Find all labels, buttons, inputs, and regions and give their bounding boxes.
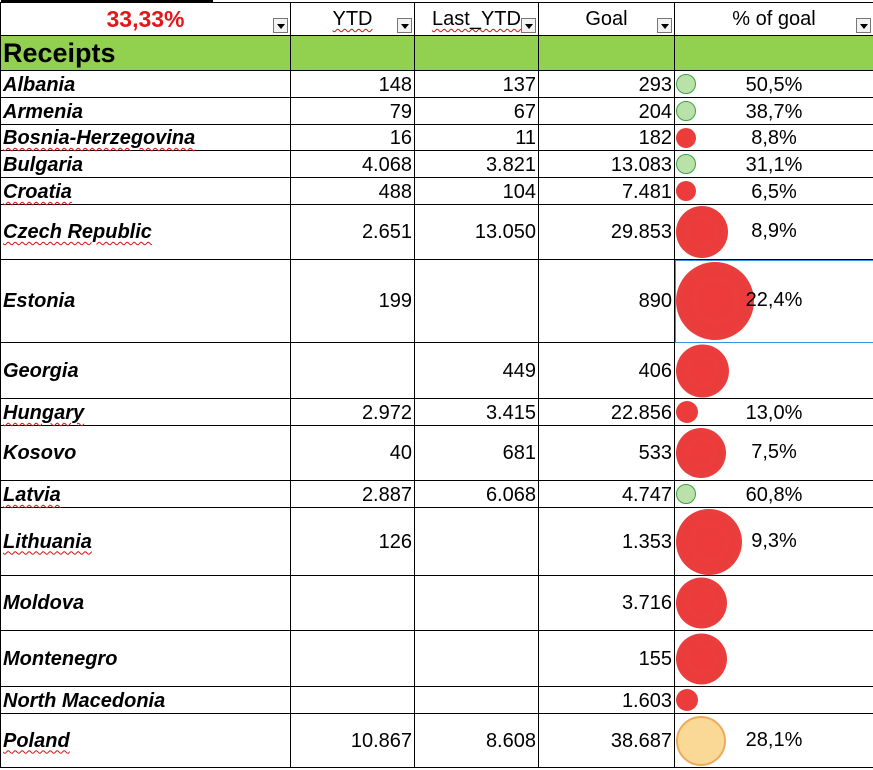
filter-dropdown-icon[interactable] — [273, 18, 288, 33]
goal-cell[interactable]: 13.083 — [539, 151, 675, 178]
table-row-lithuania — [1, 508, 873, 576]
ytd-cell[interactable]: 16 — [291, 125, 415, 151]
ytd-cell[interactable]: 199 — [291, 260, 415, 343]
pct-value: 22,4% — [745, 289, 803, 311]
country-cell[interactable]: North Macedonia — [1, 687, 291, 714]
country-cell[interactable]: Hungary — [1, 399, 291, 426]
pct-of-goal-cell[interactable] — [675, 125, 873, 151]
green-indicator-icon — [676, 101, 696, 121]
red-indicator-icon — [676, 633, 727, 684]
table-row-hungary — [1, 399, 873, 426]
pct-of-goal-cell[interactable] — [675, 98, 873, 125]
red-indicator-icon — [676, 344, 729, 397]
red-indicator-icon — [676, 428, 726, 478]
ytd-cell[interactable]: 488 — [291, 178, 415, 205]
pct-value: 6,5% — [751, 181, 797, 203]
red-indicator-icon — [676, 401, 698, 423]
header-pct-goal-label: % of goal — [732, 8, 816, 30]
pct-value: 38,7% — [745, 101, 803, 123]
country-cell[interactable]: Georgia — [1, 343, 291, 399]
filter-dropdown-icon[interactable] — [397, 18, 412, 33]
last-ytd-cell[interactable]: 137 — [415, 71, 539, 98]
table-row-moldova — [1, 576, 873, 631]
spreadsheet-grid — [0, 2, 873, 768]
last-ytd-cell[interactable] — [415, 631, 539, 687]
table-row-montenegro — [1, 631, 873, 687]
table-row-albania — [1, 71, 873, 98]
pct-of-goal-cell[interactable] — [675, 426, 873, 481]
filter-dropdown-icon[interactable] — [521, 18, 536, 33]
goal-cell[interactable]: 293 — [539, 71, 675, 98]
last-ytd-cell[interactable]: 3.415 — [415, 399, 539, 426]
country-cell[interactable]: Montenegro — [1, 631, 291, 687]
ytd-cell[interactable]: 79 — [291, 98, 415, 125]
pct-value: 8,9% — [751, 220, 797, 242]
ytd-cell[interactable] — [291, 631, 415, 687]
table-row-estonia — [1, 260, 873, 343]
table-row-kosovo — [1, 426, 873, 481]
pct-of-goal-cell[interactable] — [675, 576, 873, 631]
section-cell[interactable] — [675, 36, 873, 71]
country-cell[interactable]: Albania — [1, 71, 291, 98]
pct-of-goal-cell[interactable] — [675, 151, 873, 178]
ytd-cell[interactable]: 148 — [291, 71, 415, 98]
pct-of-goal-cell[interactable] — [675, 205, 873, 260]
last-ytd-cell[interactable]: 13.050 — [415, 205, 539, 260]
last-ytd-cell[interactable] — [415, 687, 539, 714]
country-cell[interactable]: Czech Republic — [1, 205, 291, 260]
header-row — [1, 3, 873, 36]
last-ytd-cell[interactable]: 449 — [415, 343, 539, 399]
goal-cell[interactable]: 3.716 — [539, 576, 675, 631]
pct-value: 28,1% — [745, 728, 803, 751]
header-goal-label: Goal — [585, 8, 628, 30]
ytd-cell[interactable]: 2.651 — [291, 205, 415, 260]
pct-of-goal-cell[interactable] — [675, 508, 873, 576]
filter-dropdown-icon[interactable] — [856, 18, 871, 33]
goal-cell[interactable]: 1.603 — [539, 687, 675, 714]
red-indicator-icon — [676, 206, 728, 258]
pct-of-goal-cell[interactable] — [675, 343, 873, 399]
green-indicator-icon — [676, 154, 696, 174]
country-cell[interactable]: Bosnia-Herzegovina — [1, 125, 291, 151]
goal-cell[interactable]: 182 — [539, 125, 675, 151]
section-label[interactable]: Receipts — [1, 36, 291, 71]
section-cell[interactable] — [291, 36, 415, 71]
country-cell[interactable]: Croatia — [1, 178, 291, 205]
pct-value: 9,3% — [751, 529, 797, 552]
header-pct-goal[interactable] — [675, 3, 873, 36]
last-ytd-cell[interactable]: 104 — [415, 178, 539, 205]
header-last-ytd[interactable] — [415, 3, 539, 36]
goal-cell[interactable]: 7.481 — [539, 178, 675, 205]
pct-value: 31,1% — [745, 154, 803, 176]
last-ytd-cell[interactable] — [415, 508, 539, 576]
goal-cell[interactable]: 4.747 — [539, 481, 675, 508]
section-row — [1, 36, 873, 71]
country-cell[interactable]: Armenia — [1, 98, 291, 125]
goal-cell[interactable]: 890 — [539, 260, 675, 343]
ytd-cell[interactable]: 126 — [291, 508, 415, 576]
pct-value: 7,5% — [751, 441, 797, 463]
country-cell[interactable]: Estonia — [1, 260, 291, 343]
last-ytd-cell[interactable]: 3.821 — [415, 151, 539, 178]
table-row-czech-republic — [1, 205, 873, 260]
pct-of-goal-cell[interactable] — [675, 714, 873, 768]
pct-of-goal-cell[interactable] — [675, 399, 873, 426]
percent-value: 33,33% — [106, 6, 185, 32]
header-ytd[interactable] — [291, 3, 415, 36]
pct-of-goal-cell[interactable] — [675, 687, 873, 714]
ytd-cell[interactable] — [291, 576, 415, 631]
table-row-north-macedonia — [1, 687, 873, 714]
table-row-poland — [1, 714, 873, 768]
goal-cell[interactable]: 406 — [539, 343, 675, 399]
header-goal[interactable] — [539, 3, 675, 36]
pct-value: 13,0% — [745, 402, 803, 424]
green-indicator-icon — [676, 74, 696, 94]
goal-cell[interactable]: 29.853 — [539, 205, 675, 260]
pct-value: 8,8% — [751, 127, 797, 149]
ytd-cell[interactable]: 2.972 — [291, 399, 415, 426]
ytd-cell[interactable] — [291, 343, 415, 399]
ytd-cell[interactable]: 40 — [291, 426, 415, 481]
pct-of-goal-cell[interactable] — [675, 71, 873, 98]
last-ytd-cell[interactable] — [415, 576, 539, 631]
red-indicator-icon — [676, 578, 727, 629]
table-row-armenia — [1, 98, 873, 125]
last-ytd-cell[interactable]: 11 — [415, 125, 539, 151]
table-row-georgia — [1, 343, 873, 399]
pct-of-goal-cell[interactable] — [675, 631, 873, 687]
country-cell[interactable]: Kosovo — [1, 426, 291, 481]
ytd-cell[interactable]: 10.867 — [291, 714, 415, 768]
pct-of-goal-cell[interactable] — [675, 260, 873, 343]
country-cell[interactable]: Poland — [1, 714, 291, 768]
section-cell[interactable] — [539, 36, 675, 71]
last-ytd-cell[interactable]: 6.068 — [415, 481, 539, 508]
pct-value: 60,8% — [745, 484, 803, 506]
goal-cell[interactable]: 22.856 — [539, 399, 675, 426]
pct-value: 50,5% — [745, 74, 803, 96]
red-indicator-icon — [676, 128, 696, 148]
red-indicator-icon — [676, 181, 696, 201]
table-row-croatia — [1, 178, 873, 205]
ytd-cell[interactable]: 2.887 — [291, 481, 415, 508]
green-indicator-icon — [676, 484, 696, 504]
goal-cell[interactable]: 1.353 — [539, 508, 675, 576]
table-row-bulgaria — [1, 151, 873, 178]
last-ytd-cell[interactable]: 67 — [415, 98, 539, 125]
country-cell[interactable]: Latvia — [1, 481, 291, 508]
red-indicator-icon — [676, 262, 754, 340]
percent-cell[interactable] — [1, 3, 291, 36]
goal-cell[interactable]: 38.687 — [539, 714, 675, 768]
last-ytd-cell[interactable]: 681 — [415, 426, 539, 481]
ytd-cell[interactable]: 4.068 — [291, 151, 415, 178]
yellow-indicator-icon — [676, 716, 726, 766]
goal-cell[interactable]: 533 — [539, 426, 675, 481]
last-ytd-cell[interactable] — [415, 260, 539, 343]
red-indicator-icon — [676, 509, 742, 575]
country-cell[interactable]: Bulgaria — [1, 151, 291, 178]
country-cell[interactable]: Moldova — [1, 576, 291, 631]
red-indicator-icon — [676, 689, 698, 711]
last-ytd-cell[interactable]: 8.608 — [415, 714, 539, 768]
goal-cell[interactable]: 155 — [539, 631, 675, 687]
table-row-latvia — [1, 481, 873, 508]
header-last-ytd-label: Last_YTD — [432, 8, 521, 30]
ytd-cell[interactable] — [291, 687, 415, 714]
section-cell[interactable] — [415, 36, 539, 71]
country-cell[interactable]: Lithuania — [1, 508, 291, 576]
pct-of-goal-cell[interactable] — [675, 178, 873, 205]
header-ytd-label: YTD — [332, 8, 373, 30]
goal-cell[interactable]: 204 — [539, 98, 675, 125]
pct-of-goal-cell[interactable] — [675, 481, 873, 508]
filter-dropdown-icon[interactable] — [657, 18, 672, 33]
table-row-bosnia-herzegovina — [1, 125, 873, 151]
